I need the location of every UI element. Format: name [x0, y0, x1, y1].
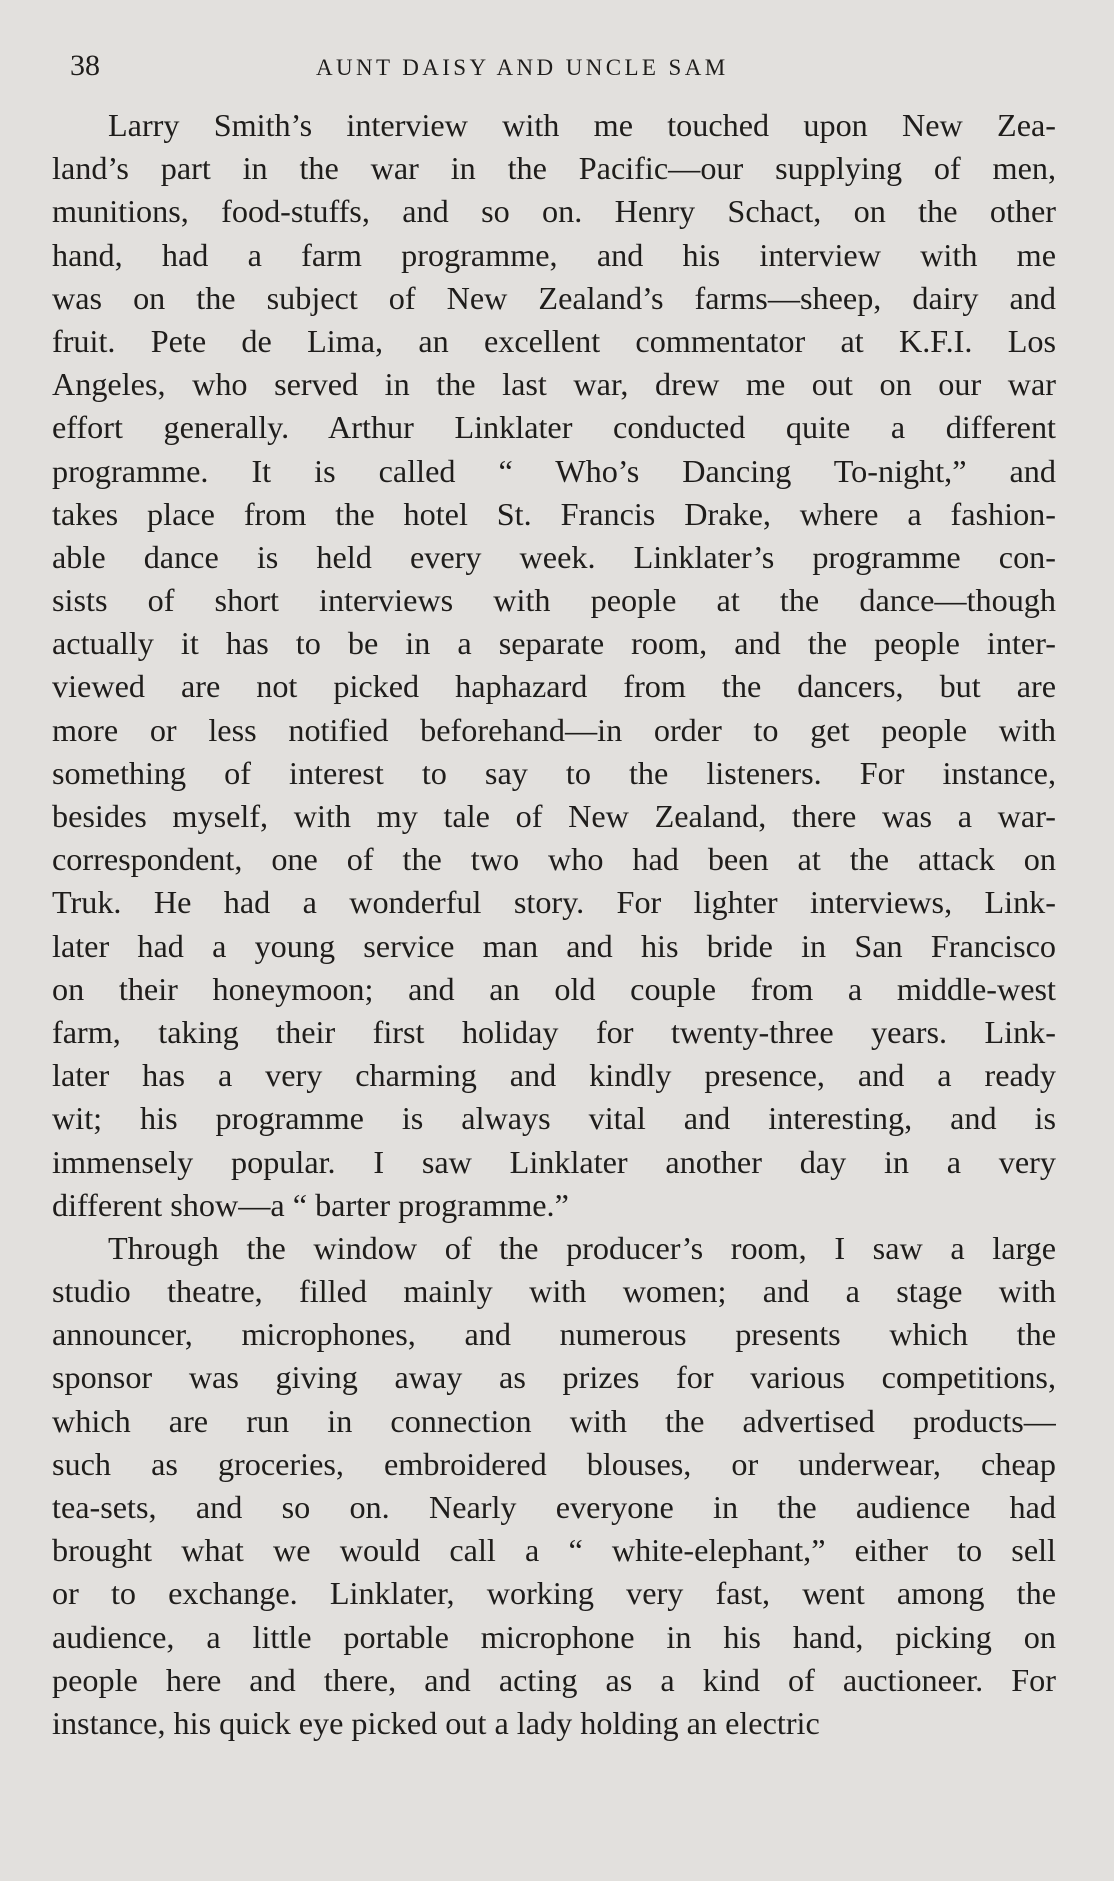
- text-line: Angeles, who served in the last war, drew me out on our war: [52, 366, 1056, 403]
- paragraph: [52, 1227, 1056, 1745]
- text-line: something of interest to say to the listeners. For instance,: [52, 754, 1056, 791]
- text-line: munitions, food-stuffs, and so on. Henry Schact, on the other: [52, 193, 1056, 230]
- text-line: correspondent, one of the two who had been at the attack on: [52, 841, 1056, 878]
- text-line: later has a very charming and kindly presence, and a ready: [52, 1057, 1056, 1094]
- text-line: actually it has to be in a separate room, and the people inter-: [52, 625, 1056, 662]
- text-line: brought what we would call a “ white-elephant,” either to sell: [52, 1532, 1056, 1569]
- running-head: [70, 46, 1050, 90]
- text-line: or to exchange. Linklater, working very fast, went among the: [52, 1575, 1056, 1612]
- text-line: audience, a little portable microphone in his hand, picking on: [52, 1618, 1056, 1655]
- running-title: AUNT DAISY AND UNCLE SAM: [316, 55, 729, 80]
- text-line: hand, had a farm programme, and his interview with me: [52, 236, 1056, 273]
- text-line: Through the window of the producer’s room, I saw a large: [108, 1229, 1056, 1266]
- text-line: able dance is held every week. Linklater’s programme con-: [52, 538, 1056, 575]
- text-line: farm, taking their first holiday for twenty-three years. Link-: [52, 1013, 1056, 1050]
- text-line: viewed are not picked haphazard from the dancers, but are: [52, 668, 1056, 705]
- text-line: instance, his quick eye picked out a lady holding an electric: [52, 1704, 820, 1741]
- text-line: programme. It is called “ Who’s Dancing To-night,” and: [52, 452, 1056, 489]
- text-line: different show—a “ barter programme.”: [52, 1186, 569, 1223]
- text-line: Truk. He had a wonderful story. For lighter interviews, Link-: [52, 884, 1056, 921]
- text-line: land’s part in the war in the Pacific—our supplying of men,: [52, 150, 1056, 187]
- text-line: besides myself, with my tale of New Zealand, there was a war-: [52, 798, 1056, 834]
- text-line: announcer, microphones, and numerous presents which the: [52, 1316, 1056, 1353]
- text-line: studio theatre, filled mainly with women; and a stage with: [52, 1273, 1056, 1310]
- paragraph: [52, 104, 1056, 1227]
- text-line: immensely popular. I saw Linklater another day in a very: [52, 1143, 1056, 1180]
- page-number: 38: [70, 49, 100, 82]
- text-line: sists of short interviews with people at the dance—though: [52, 582, 1056, 619]
- text-line: more or less notified beforehand—in order to get people with: [52, 711, 1056, 748]
- text-line: was on the subject of New Zealand’s farms—sheep, dairy and: [52, 279, 1056, 316]
- text-line: on their honeymoon; and an old couple from a middle-west: [52, 970, 1056, 1007]
- text-line: fruit. Pete de Lima, an excellent commentator at K.F.I. Los: [52, 322, 1056, 359]
- text-line: people here and there, and acting as a kind of auctioneer. For: [52, 1661, 1056, 1698]
- text-line: tea-sets, and so on. Nearly everyone in the audience had: [52, 1489, 1056, 1525]
- text-line: wit; his programme is always vital and interesting, and is: [52, 1100, 1056, 1137]
- body-text: [52, 104, 1056, 1745]
- text-line: sponsor was giving away as prizes for various competitions,: [52, 1359, 1056, 1396]
- text-line: Larry Smith’s interview with me touched upon New Zea-: [108, 107, 1056, 143]
- text-line: later had a young service man and his bride in San Francisco: [52, 927, 1056, 964]
- text-line: which are run in connection with the advertised products—: [52, 1402, 1056, 1439]
- text-line: such as groceries, embroidered blouses, or underwear, cheap: [52, 1445, 1056, 1482]
- text-line: takes place from the hotel St. Francis Drake, where a fashion-: [52, 495, 1056, 532]
- text-line: effort generally. Arthur Linklater conducted quite a different: [52, 409, 1056, 446]
